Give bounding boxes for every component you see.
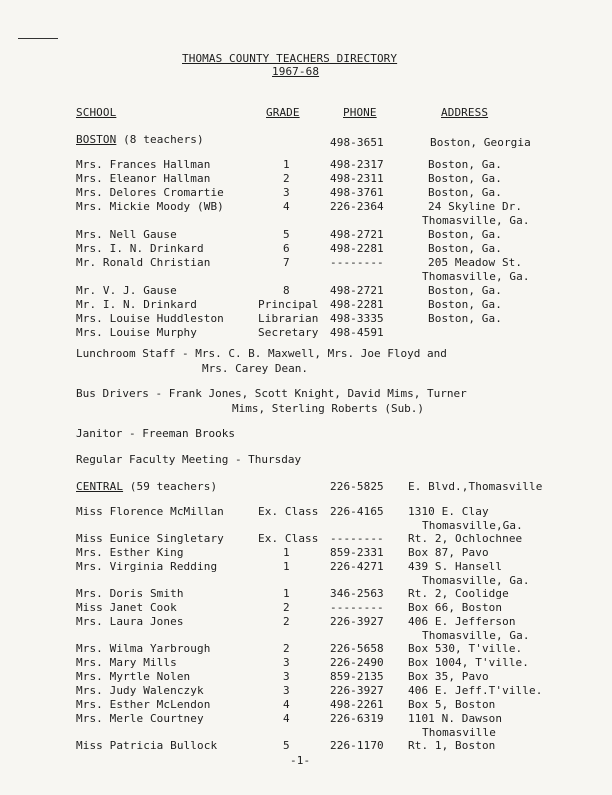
lunchroom-line-2: Mrs. Carey Dean. [202,362,308,375]
corner-mark [18,38,58,39]
teacher-address: Rt. 2, Coolidge [408,587,509,600]
teacher-name: Mrs. Virginia Redding [76,560,218,573]
teacher-address: 1101 N. Dawson [408,712,503,725]
section-phone: 226-5825 [330,480,384,493]
bus-line-1: Bus Drivers - Frank Jones, Scott Knight, David Mims, Turner [76,387,467,400]
teacher-grade: 4 [283,200,290,213]
teacher-grade: 5 [283,739,290,752]
teacher-name: Miss Florence McMillan [76,505,224,518]
teacher-address: Boston, Ga. [428,158,502,171]
teacher-grade: Ex. Class [258,532,319,545]
teacher-name: Mrs. Louise Huddleston [76,312,224,325]
section-count: (59 teachers) [129,480,218,493]
teacher-phone: 498-4591 [330,326,384,339]
teacher-name: Mrs. Doris Smith [76,587,184,600]
teacher-phone: 226-3927 [330,615,384,628]
teacher-phone: 346-2563 [330,587,384,600]
teacher-name: Mrs. Delores Cromartie [76,186,224,199]
teacher-grade: 3 [283,656,290,669]
teacher-address-line-2: Thomasville, Ga. [422,270,530,283]
teacher-address: 406 E. Jeff.T'ville. [408,684,543,697]
teacher-grade: Principal [258,298,319,311]
teacher-phone: -------- [330,532,384,545]
teacher-address-line-2: Thomasville, Ga. [422,574,530,587]
teacher-name: Mrs. Merle Courtney [76,712,204,725]
teacher-address: Boston, Ga. [428,284,502,297]
teacher-grade: 1 [283,587,290,600]
section-boston [76,133,204,146]
lunchroom-staff [76,346,447,376]
teacher-phone: -------- [330,256,384,269]
lunchroom-line-1: Lunchroom Staff - Mrs. C. B. Maxwell, Mrs. Joe Floyd and [76,347,447,360]
teacher-name: Mr. I. N. Drinkard [76,298,198,311]
teacher-address: Boston, Ga. [428,242,502,255]
teacher-phone: 498-2721 [330,228,384,241]
teacher-phone: 498-2281 [330,242,384,255]
header-address: ADDRESS [441,106,489,119]
teacher-grade: 4 [283,712,290,725]
teacher-name: Miss Eunice Singletary [76,532,224,545]
teacher-address: Box 35, Pavo [408,670,489,683]
teacher-name: Mr. Ronald Christian [76,256,211,269]
teacher-name: Mrs. Frances Hallman [76,158,211,171]
teacher-address: Box 5, Boston [408,698,496,711]
teacher-grade: 8 [283,284,290,297]
teacher-name: Miss Janet Cook [76,601,177,614]
teacher-phone: 498-2261 [330,698,384,711]
teacher-phone: 226-3927 [330,684,384,697]
teacher-address: Rt. 1, Boston [408,739,496,752]
teacher-grade: 1 [283,560,290,573]
teacher-address: Boston, Ga. [428,186,502,199]
teacher-address: 439 S. Hansell [408,560,503,573]
teacher-name: Mrs. Louise Murphy [76,326,198,339]
teacher-address: 406 E. Jefferson [408,615,516,628]
teacher-grade: 3 [283,186,290,199]
teacher-name: Mrs. Esther King [76,546,184,559]
teacher-phone: 226-2490 [330,656,384,669]
teacher-phone: -------- [330,601,384,614]
teacher-address-line-2: Thomasville, Ga. [422,214,530,227]
teacher-address: 1310 E. Clay [408,505,489,518]
header-school: SCHOOL [76,106,117,119]
teacher-name: Mrs. Esther McLendon [76,698,211,711]
teacher-phone: 226-1170 [330,739,384,752]
teacher-grade: Librarian [258,312,319,325]
teacher-name: Mrs. Nell Gause [76,228,177,241]
teacher-grade: 2 [283,172,290,185]
teacher-address: 205 Meadow St. [428,256,523,269]
section-phone: 498-3651 [330,136,384,149]
teacher-name: Mrs. Judy Walenczyk [76,684,204,697]
teacher-name: Mrs. Laura Jones [76,615,184,628]
header-grade: GRADE [266,106,300,119]
teacher-phone: 226-5658 [330,642,384,655]
teacher-address: 24 Skyline Dr. [428,200,523,213]
teacher-phone: 859-2331 [330,546,384,559]
teacher-address-line-2: Thomasville,Ga. [422,519,523,532]
header-phone: PHONE [343,106,377,119]
teacher-phone: 498-2281 [330,298,384,311]
teacher-address: Box 530, T'ville. [408,642,523,655]
teacher-phone: 498-2317 [330,158,384,171]
teacher-phone: 859-2135 [330,670,384,683]
teacher-address: Boston, Ga. [428,172,502,185]
teacher-grade: 5 [283,228,290,241]
page-year: 1967-68 [272,65,320,78]
teacher-name: Mrs. Eleanor Hallman [76,172,211,185]
teacher-grade: 4 [283,698,290,711]
section-label: BOSTON [76,133,117,146]
teacher-grade: Secretary [258,326,319,339]
teacher-phone: 498-2311 [330,172,384,185]
faculty-meeting: Regular Faculty Meeting - Thursday [76,453,302,466]
teacher-address: Boston, Ga. [428,228,502,241]
teacher-phone: 226-2364 [330,200,384,213]
teacher-name: Mrs. Mary Mills [76,656,177,669]
teacher-address: Box 1004, T'ville. [408,656,530,669]
teacher-grade: 6 [283,242,290,255]
teacher-name: Miss Patricia Bullock [76,739,218,752]
teacher-phone: 498-3335 [330,312,384,325]
teacher-grade: 3 [283,684,290,697]
teacher-phone: 226-4165 [330,505,384,518]
teacher-name: Mrs. I. N. Drinkard [76,242,204,255]
teacher-address: Box 87, Pavo [408,546,489,559]
teacher-name: Mr. V. J. Gause [76,284,177,297]
teacher-grade: Ex. Class [258,505,319,518]
teacher-address: Box 66, Boston [408,601,503,614]
teacher-address-line-2: Thomasville [422,726,496,739]
teacher-address: Boston, Ga. [428,312,502,325]
section-count: (8 teachers) [123,133,204,146]
janitor: Janitor - Freeman Brooks [76,427,235,440]
section-label: CENTRAL [76,480,124,493]
teacher-name: Mrs. Wilma Yarbrough [76,642,211,655]
section-address: E. Blvd.,Thomasville [408,480,543,493]
teacher-name: Mrs. Myrtle Nolen [76,670,191,683]
teacher-grade: 2 [283,601,290,614]
teacher-phone: 226-6319 [330,712,384,725]
bus-line-2: Mims, Sterling Roberts (Sub.) [232,402,425,415]
teacher-grade: 7 [283,256,290,269]
section-central [76,480,217,493]
teacher-address-line-2: Thomasville, Ga. [422,629,530,642]
teacher-grade: 1 [283,158,290,171]
teacher-address: Rt. 2, Ochlochnee [408,532,523,545]
page-title: THOMAS COUNTY TEACHERS DIRECTORY [182,52,398,65]
teacher-grade: 2 [283,615,290,628]
section-address: Boston, Georgia [430,136,531,149]
teacher-grade: 3 [283,670,290,683]
bus-drivers [76,386,467,416]
teacher-grade: 1 [283,546,290,559]
page-number: -1- [290,754,311,767]
teacher-phone: 498-3761 [330,186,384,199]
teacher-name: Mrs. Mickie Moody (WB) [76,200,224,213]
teacher-address: Boston, Ga. [428,298,502,311]
teacher-phone: 226-4271 [330,560,384,573]
teacher-grade: 2 [283,642,290,655]
teacher-phone: 498-2721 [330,284,384,297]
